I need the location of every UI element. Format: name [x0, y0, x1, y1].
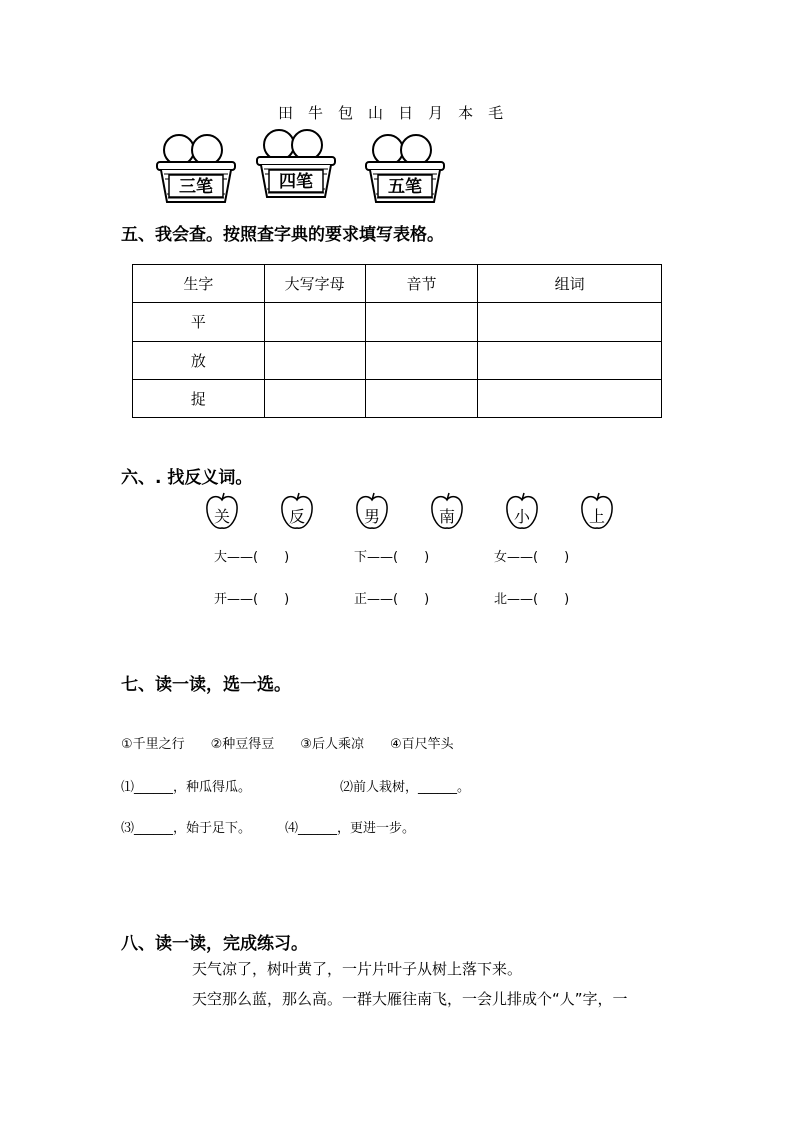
idiom-options: ①千里之行 ②种豆得豆 ③后人乘凉 ④百尺竿头 — [121, 737, 454, 752]
char-item: 本 — [458, 104, 474, 122]
apple-card — [429, 492, 465, 532]
table-cell-blank[interactable] — [478, 341, 662, 379]
question-1: ⑴______，种瓜得瓜。 — [121, 780, 252, 795]
basket-five-strokes — [364, 132, 446, 206]
apple-char: 上 — [588, 507, 605, 526]
char-item: 日 — [398, 104, 414, 122]
antonym-pair: 女——( ) — [494, 550, 570, 565]
antonym-pair: 开——( ) — [214, 592, 290, 607]
basket-label: 四笔 — [279, 172, 313, 192]
question-3: ⑶______，始于足下。 — [121, 821, 252, 836]
table-cell-blank[interactable] — [264, 379, 365, 417]
antonym-pair: 正——( ) — [354, 592, 430, 607]
char-item: 月 — [428, 104, 444, 122]
char-item: 山 — [368, 104, 384, 122]
antonym-pair: 下——( ) — [354, 550, 430, 565]
section5-title: 五、我会查。按照查字典的要求填写表格。 — [121, 225, 444, 245]
apple-char: 男 — [363, 507, 380, 526]
apple-card — [579, 492, 615, 532]
dictionary-table — [132, 264, 662, 418]
char-item: 毛 — [488, 104, 504, 122]
apple-char: 反 — [288, 507, 305, 526]
section8-title: 八、读一读，完成练习。 — [121, 934, 308, 954]
table-row — [133, 379, 662, 417]
apple-char: 南 — [438, 507, 455, 526]
antonym-pair: 大——( ) — [214, 550, 290, 565]
question-4: ⑷______，更进一步。 — [285, 821, 416, 836]
section7-title: 七、读一读，选一选。 — [121, 675, 291, 695]
char-item: 牛 — [308, 104, 324, 122]
table-cell-char: 平 — [133, 303, 265, 341]
apple-char: 关 — [213, 507, 230, 526]
table-cell-char: 放 — [133, 341, 265, 379]
apple-card — [204, 492, 240, 532]
table-cell-char: 捉 — [133, 379, 265, 417]
apple-card — [279, 492, 315, 532]
section6-title: 六、. 找反义词。 — [121, 468, 253, 488]
table-header-cell: 生字 — [133, 265, 265, 303]
passage-line-2: 天空那么蓝，那么高。一群大雁往南飞，一会儿排成个“人”字，一 — [192, 990, 628, 1008]
passage-line-1: 天气凉了，树叶黄了，一片片叶子从树上落下来。 — [192, 960, 523, 978]
basket-label: 三笔 — [179, 177, 213, 197]
table-cell-blank[interactable] — [365, 303, 478, 341]
question-2: ⑵前人栽树，______。 — [340, 780, 471, 795]
table-header-cell: 大写字母 — [264, 265, 365, 303]
table-row — [133, 303, 662, 341]
apple-card — [504, 492, 540, 532]
table-cell-blank[interactable] — [365, 379, 478, 417]
table-row — [133, 341, 662, 379]
apple-char: 小 — [513, 507, 530, 526]
table-header-cell: 组词 — [478, 265, 662, 303]
table-header-cell: 音节 — [365, 265, 478, 303]
table-header-row — [133, 265, 662, 303]
char-item: 田 — [278, 104, 294, 122]
table-cell-blank[interactable] — [478, 379, 662, 417]
table-cell-blank[interactable] — [264, 303, 365, 341]
basket-three-strokes — [155, 132, 237, 206]
antonym-pair: 北——( ) — [494, 592, 570, 607]
basket-label: 五笔 — [388, 177, 422, 197]
char-item: 包 — [338, 104, 354, 122]
table-cell-blank[interactable] — [478, 303, 662, 341]
basket-four-strokes — [255, 127, 337, 201]
apple-card — [354, 492, 390, 532]
character-list — [278, 102, 518, 123]
table-cell-blank[interactable] — [264, 341, 365, 379]
table-cell-blank[interactable] — [365, 341, 478, 379]
